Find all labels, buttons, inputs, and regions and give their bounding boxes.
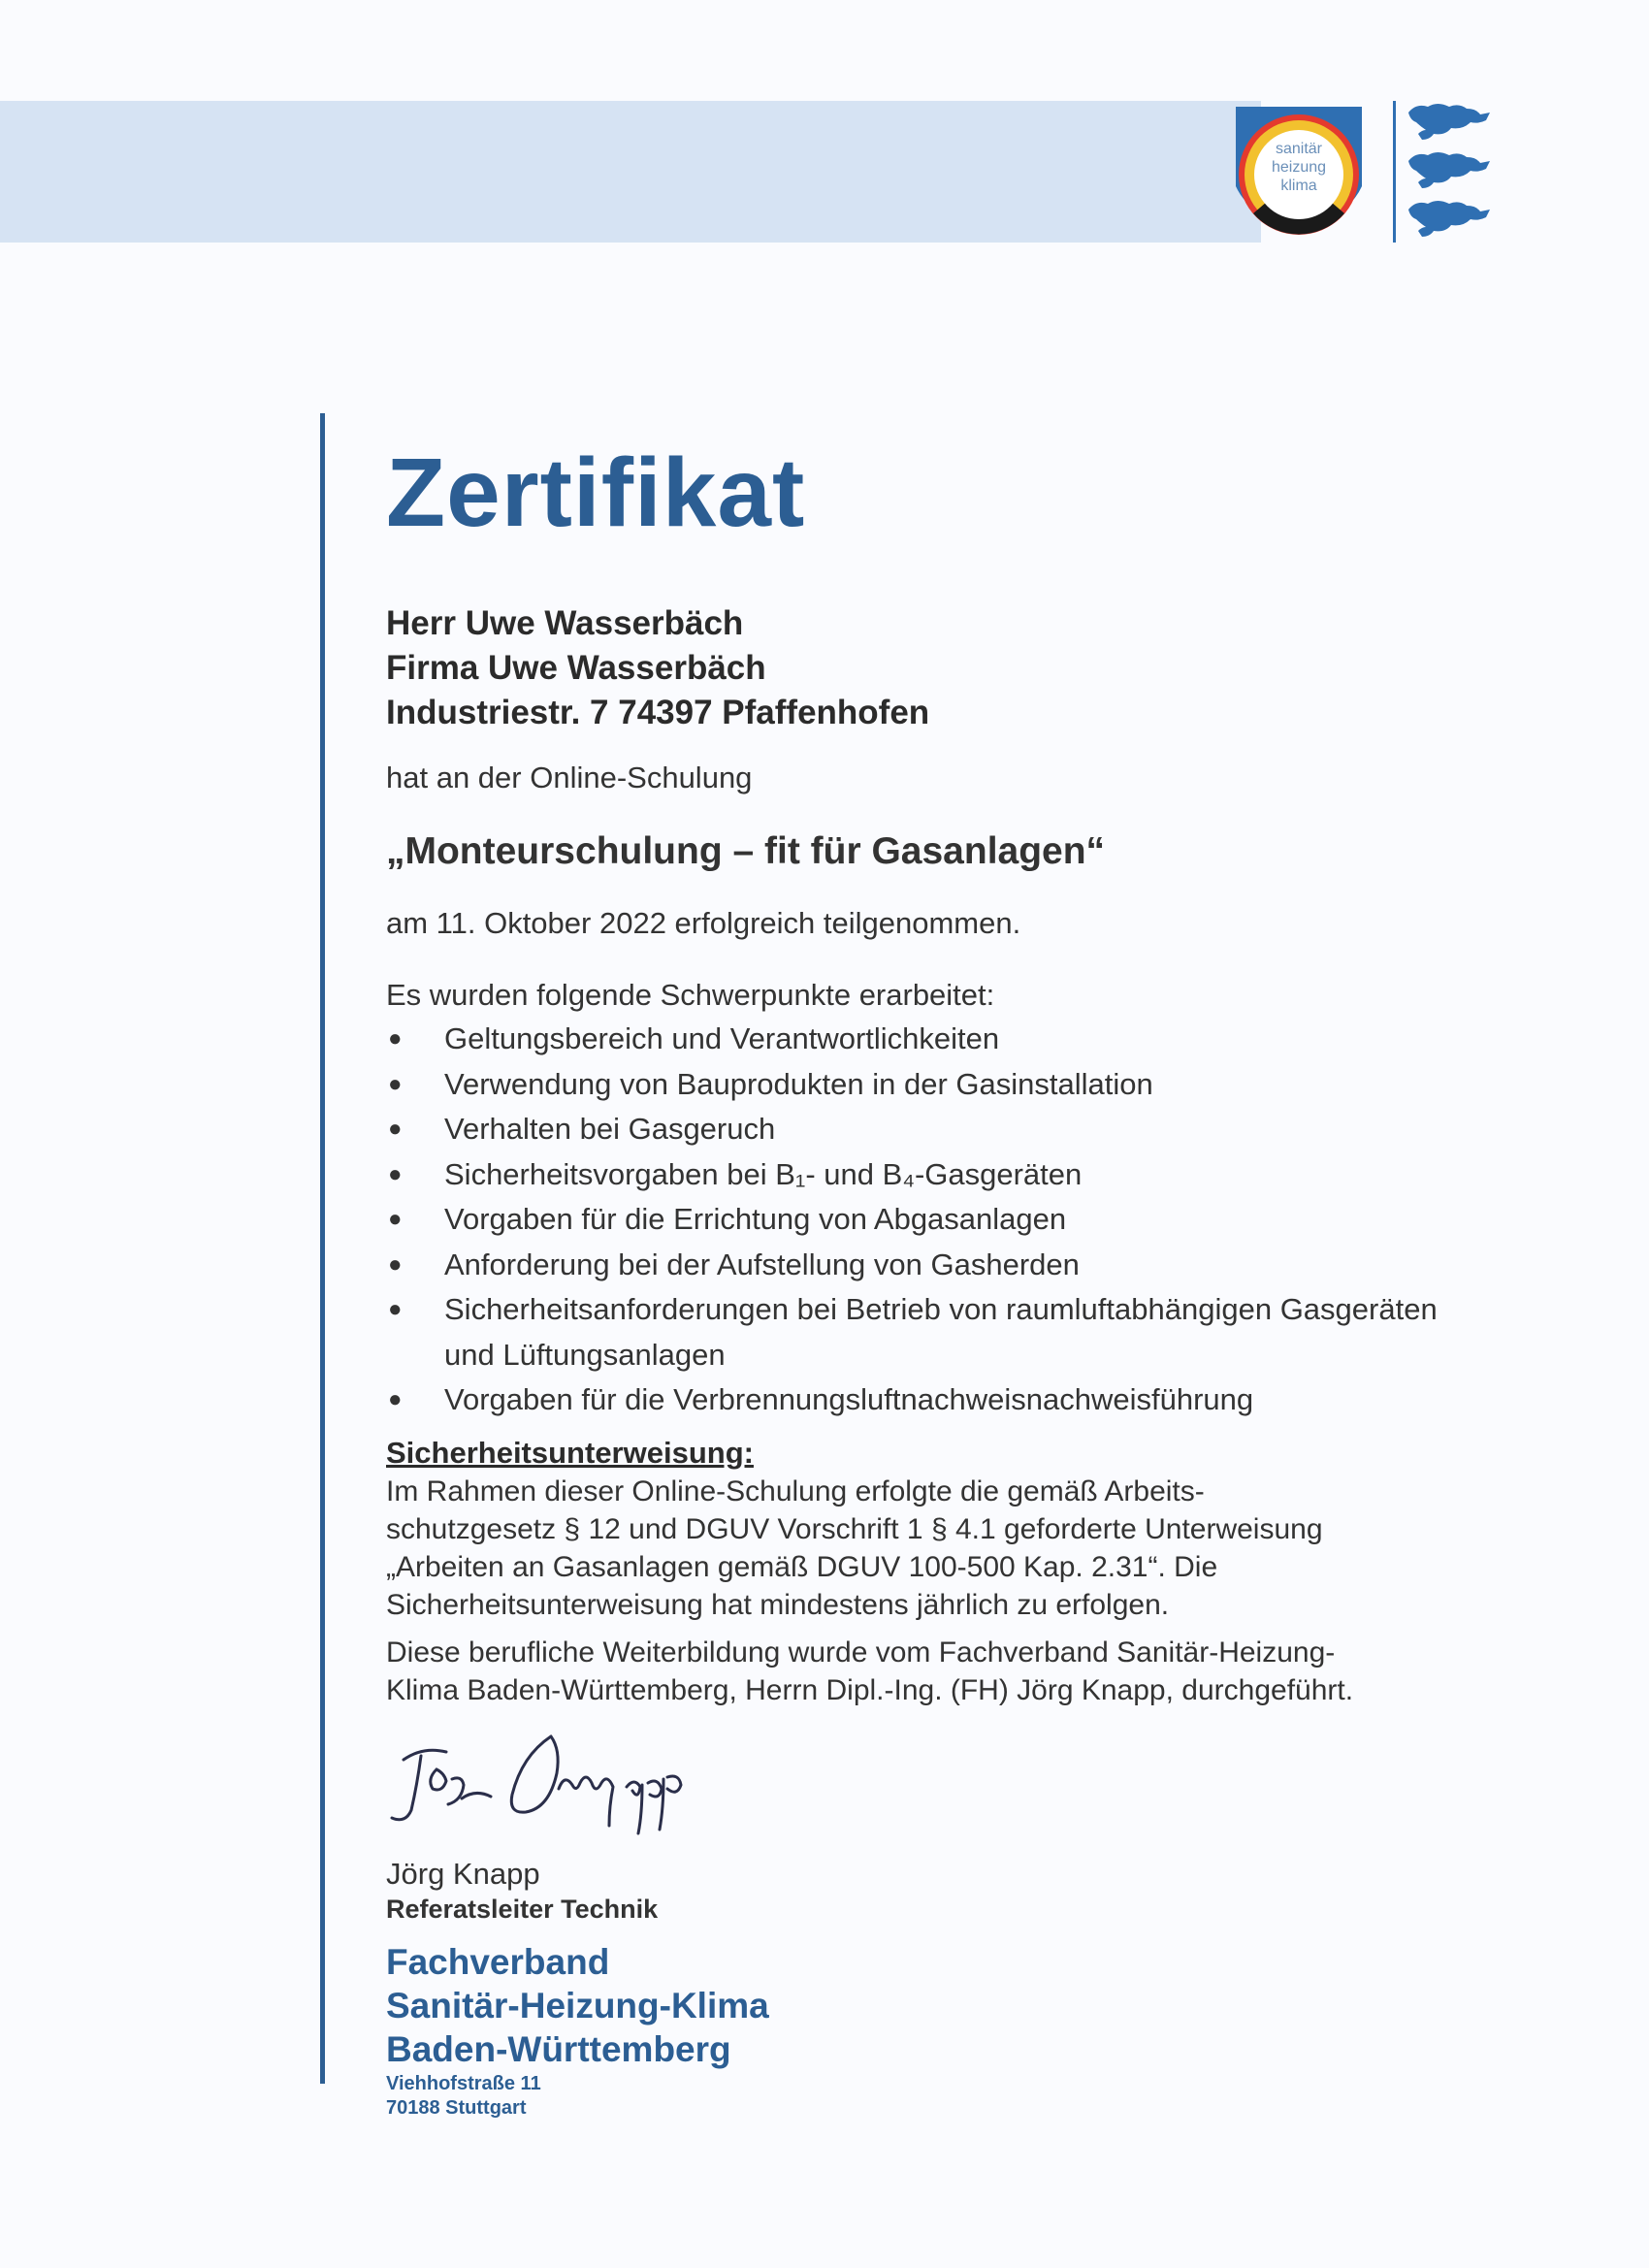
bullet-icon: ●: [388, 1116, 403, 1142]
closing-line: Klima Baden-Württemberg, Herrn Dipl.-Ing. (FH) Jörg Knapp, durchgeführt.: [386, 1674, 1354, 1706]
bullet-icon: ●: [388, 1160, 403, 1187]
organization-address: [386, 2072, 541, 2121]
focus-item-text: Geltungsbereich und Verantwortlichkeiten: [444, 1021, 1000, 1055]
logo-wordmark: [1224, 140, 1374, 195]
list-item: [386, 1197, 1472, 1243]
logo-divider: [1393, 101, 1396, 243]
focus-item-text: Anforderung bei der Aufstellung von Gasherden: [444, 1247, 1080, 1281]
safety-line: „Arbeiten an Gasanlagen gemäß DGUV 100-500 Kap. 2.31“. Die: [386, 1551, 1218, 1583]
org-city: 70188 Stuttgart: [386, 2097, 527, 2119]
focus-item-text: Sicherheitsanforderungen bei Betrieb von raumluftabhängigen Gasgeräten und Lüftungsanlagen: [444, 1292, 1438, 1372]
safety-heading: Sicherheitsunterweisung:: [386, 1436, 754, 1470]
focus-item-text: Vorgaben für die Verbrennungsluftnachweisnachweisführung: [444, 1382, 1254, 1416]
recipient-company: Firma Uwe Wasserbäch: [386, 649, 766, 687]
signer-name: Jörg Knapp: [386, 1857, 540, 1891]
logo-line-1: sanitär: [1275, 141, 1323, 157]
bullet-icon: ●: [388, 1250, 403, 1278]
org-line: Baden-Württemberg: [386, 2029, 731, 2069]
safety-line: Sicherheitsunterweisung hat mindestens jährlich zu erfolgen.: [386, 1589, 1170, 1621]
list-item: [386, 1017, 1472, 1062]
safety-line: schutzgesetz § 12 und DGUV Vorschrift 1 § 4.1 geforderte Unterweisung: [386, 1513, 1323, 1545]
org-line: Fachverband: [386, 1942, 610, 1982]
bullet-icon: ●: [388, 1386, 403, 1412]
recipient-name: Herr Uwe Wasserbäch: [386, 604, 744, 642]
recipient-block: [386, 601, 929, 735]
intro-text: hat an der Online-Schulung: [386, 761, 753, 794]
list-item: [386, 1062, 1472, 1108]
focus-item-text: Sicherheitsvorgaben bei B₁- und B₄-Gasgeräten: [444, 1156, 1083, 1191]
left-accent-rule: [320, 413, 325, 2084]
focus-intro: Es wurden folgende Schwerpunkte erarbeitet:: [386, 978, 995, 1012]
focus-item-text: Verwendung von Bauprodukten in der Gasinstallation: [444, 1066, 1153, 1101]
org-street: Viehhofstraße 11: [386, 2073, 541, 2094]
closing-paragraph: [386, 1634, 1492, 1709]
course-title: „Monteurschulung – fit für Gasanlagen“: [386, 830, 1106, 872]
coat-of-arms-lions-icon: [1405, 97, 1494, 244]
bullet-icon: ●: [388, 1070, 403, 1097]
list-item: [386, 1377, 1472, 1423]
logo-line-2: heizung: [1271, 159, 1327, 176]
signer-role: Referatsleiter Technik: [386, 1895, 659, 1924]
org-line: Sanitär-Heizung-Klima: [386, 1986, 769, 2025]
header-band: [0, 101, 1261, 243]
bullet-icon: ●: [388, 1206, 403, 1232]
list-item: [386, 1107, 1472, 1152]
list-item: [386, 1243, 1472, 1288]
bullet-icon: ●: [388, 1296, 403, 1322]
organization-name: [386, 1940, 769, 2071]
bullet-icon: ●: [388, 1025, 403, 1052]
certificate-title: Zertifikat: [386, 438, 806, 547]
list-item: [386, 1287, 1453, 1377]
focus-list: [386, 1017, 1472, 1423]
closing-line: Diese berufliche Weiterbildung wurde vom Fachverband Sanitär-Heizung-: [386, 1636, 1336, 1669]
list-item: [386, 1152, 1472, 1198]
recipient-address: Industriestr. 7 74397 Pfaffenhofen: [386, 694, 930, 731]
safety-line: Im Rahmen dieser Online-Schulung erfolgte die gemäß Arbeits-: [386, 1475, 1205, 1507]
logo-line-3: klima: [1280, 178, 1317, 194]
safety-paragraph: [386, 1473, 1492, 1624]
date-line: am 11. Oktober 2022 erfolgreich teilgenommen.: [386, 906, 1021, 940]
focus-item-text: Vorgaben für die Errichtung von Abgasanlagen: [444, 1202, 1067, 1236]
focus-item-text: Verhalten bei Gasgeruch: [444, 1112, 776, 1146]
handwritten-signature: [384, 1731, 714, 1847]
